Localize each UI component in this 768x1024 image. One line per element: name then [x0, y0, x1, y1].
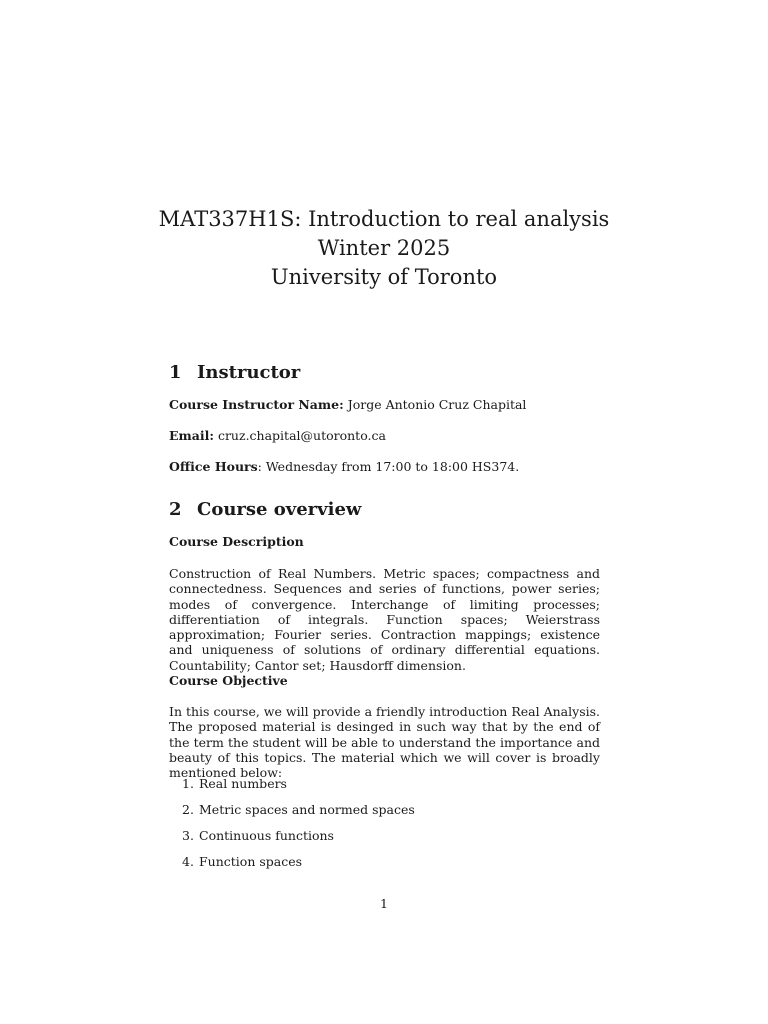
topics-list: [182, 776, 415, 880]
course-objective-text: In this course, we will provide a friendly introduction Real Analysis. The proposed material is desinged in such way that by the end of the term the student will be able to understand the importance and beauty of this topics. The material which we will cover is broadly mentioned below:: [169, 704, 600, 781]
email-field: [169, 428, 386, 444]
list-item: 2. Metric spaces and normed spaces: [182, 802, 415, 817]
section-title: Instructor: [197, 362, 301, 383]
office-hours-field: [169, 459, 519, 475]
instructor-name-label: Course Instructor Name:: [169, 397, 344, 412]
course-description-text: Construction of Real Numbers. Metric spaces; compactness and connectedness. Sequences and series of functions, power series; modes of convergence. Interchange of limiting processes; differentiation of integrals. Function spaces; Weierstrass approximation; Fourier series. Contraction mappings; existence and uniqueness of solutions of ordinary differential equations. Countability; Cantor set; Hausdorff dimension.: [169, 566, 600, 673]
section-title: Course overview: [197, 499, 362, 520]
list-item: 3. Continuous functions: [182, 828, 334, 843]
office-hours-value: : Wednesday from 17:00 to 18:00 HS374.: [257, 459, 520, 474]
page-number: 1: [380, 896, 388, 911]
course-objective-heading: Course Objective: [169, 673, 288, 688]
email-label: Email:: [169, 428, 214, 443]
list-item: 1. Real numbers: [182, 776, 287, 791]
section-heading-instructor: [169, 362, 300, 384]
instructor-name-field: [169, 397, 526, 413]
course-title: MAT337H1S: Introduction to real analysis: [158, 207, 610, 231]
section-number: 1: [169, 362, 182, 383]
document-title: [0, 205, 768, 292]
office-hours-label: Office Hours: [169, 459, 258, 474]
email-value: cruz.chapital@utoronto.ca: [217, 428, 386, 443]
term: Winter 2025: [317, 236, 451, 260]
university: University of Toronto: [270, 265, 498, 289]
course-description-heading: Course Description: [169, 534, 304, 549]
section-number: 2: [169, 499, 182, 520]
list-item: 4. Function spaces: [182, 854, 303, 869]
section-heading-overview: [169, 499, 361, 521]
instructor-name-value: Jorge Antonio Cruz Chapital: [347, 397, 527, 412]
